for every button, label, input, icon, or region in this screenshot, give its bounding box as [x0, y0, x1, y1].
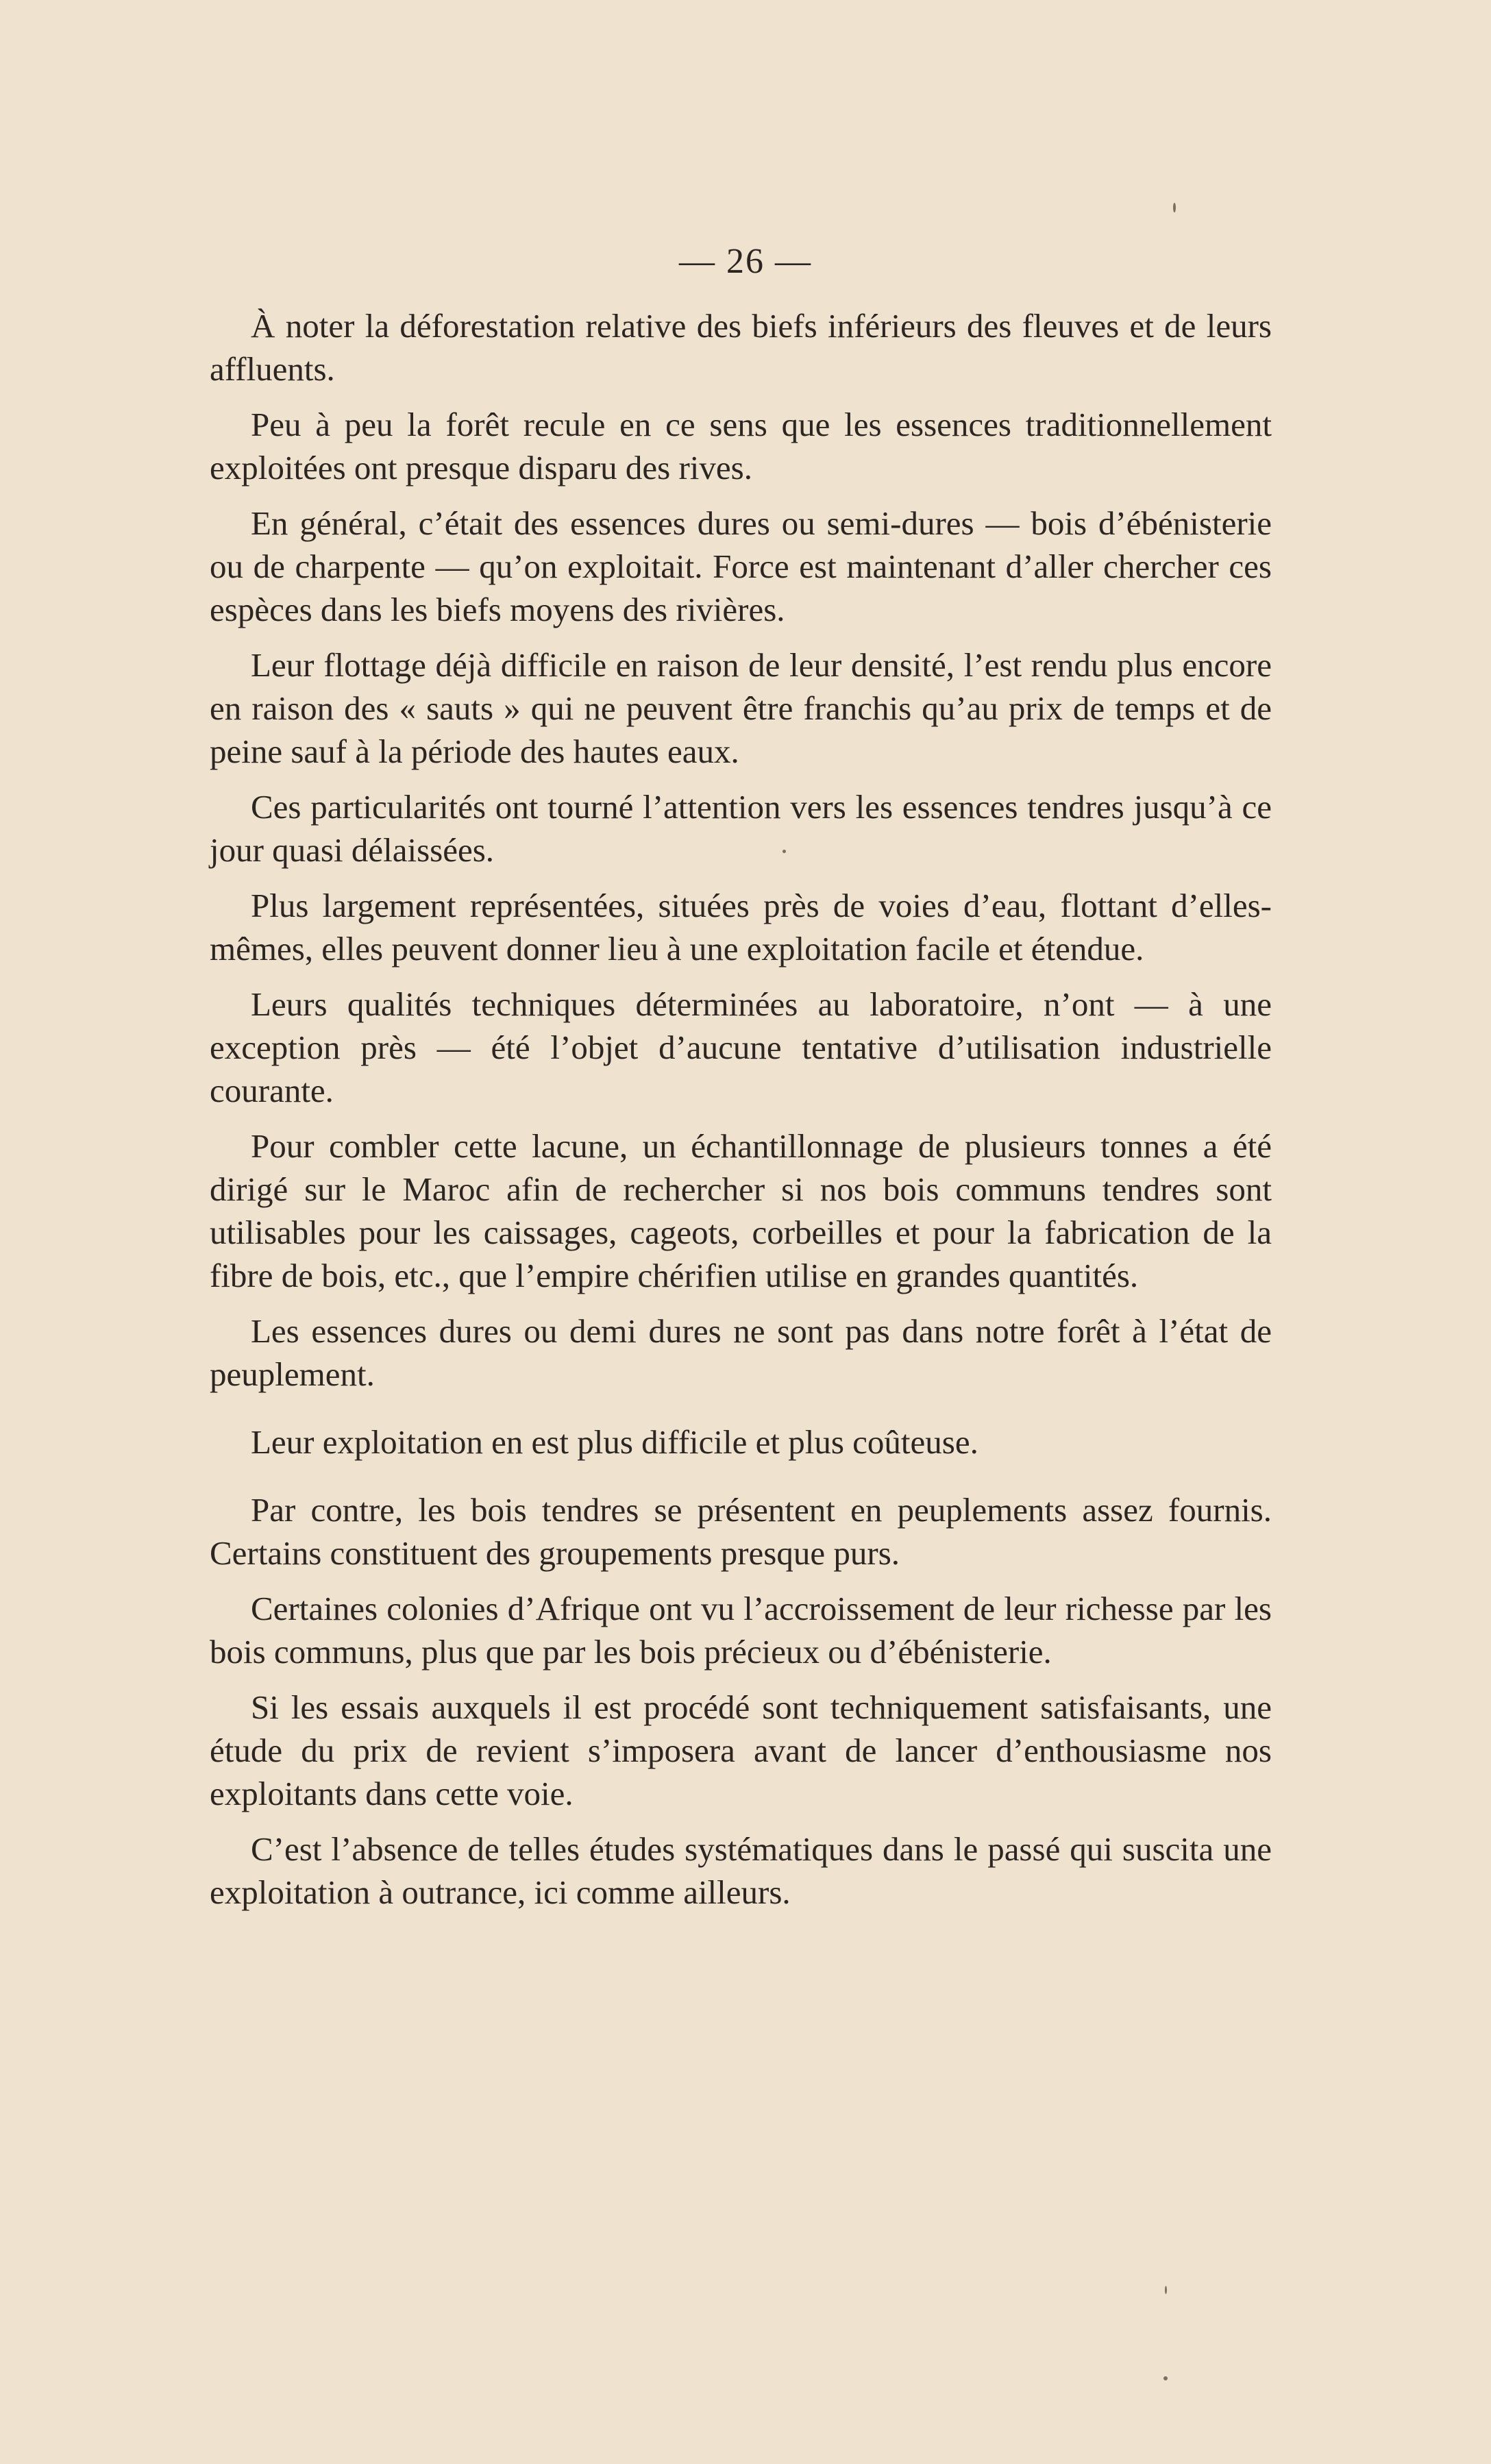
page-number: — 26 — — [679, 242, 812, 281]
paragraph: Certaines colonies d’Afrique ont vu l’accroissement de leur richesse par les bois communs, plus que par les bois précieux ou d’ébénisterie. — [210, 1590, 1272, 1671]
paragraph: Si les essais auxquels il est procédé sont techniquement satisfaisants, une étude du prix de revient s’imposera avant de lancer d’enthousiasme nos exploitants dans cette voie. — [210, 1688, 1272, 1812]
paragraph: Leur flottage déjà difficile en raison de leur densité, l’est rendu plus encore en raison des « sauts » qui ne peuvent être franchis qu’au prix de temps et de peine sauf à la période des hautes eaux. — [210, 646, 1272, 770]
body-text — [210, 304, 1272, 1926]
paper-speck — [1163, 2376, 1168, 2380]
paragraph: À noter la déforestation relative des biefs inférieurs des fleuves et de leurs affluents. — [210, 307, 1272, 388]
paragraph: Ces particularités ont tourné l’attention vers les essences tendres jusqu’à ce jour quasi délaissées. — [210, 788, 1272, 869]
paragraph: C’est l’absence de telles études systématiques dans le passé qui suscita une exploitation à outrance, ici comme ailleurs. — [210, 1830, 1272, 1911]
paragraph: Pour combler cette lacune, un échantillonnage de plusieurs tonnes a été dirigé sur le Maroc afin de rechercher si nos bois communs tendres sont utilisables pour les caissages, cageots, corbeilles et pour la fabrication de la fibre de bois, etc., que l’empire chérifien utilise en grandes quantités. — [210, 1127, 1272, 1294]
paper-speck — [1173, 203, 1176, 212]
paragraph: Leurs qualités techniques déterminées au laboratoire, n’ont — à une exception près — été l’objet d’aucune tentative d’utilisation industrielle courante. — [210, 985, 1272, 1109]
paragraph: En général, c’était des essences dures ou semi-dures — bois d’ébénisterie ou de charpente — qu’on exploitait. Force est maintenant d’aller chercher ces espèces dans les biefs moyens des rivières. — [210, 504, 1272, 628]
paper-speck — [1165, 2286, 1167, 2294]
paragraph: Les essences dures ou demi dures ne sont pas dans notre forêt à l’état de peuplement. — [210, 1312, 1272, 1393]
paragraph: Leur exploitation en est plus difficile et plus coûteuse. — [251, 1423, 978, 1461]
paper-speck — [783, 850, 786, 853]
paragraph: Peu à peu la forêt recule en ce sens que les essences traditionnellement exploitées ont presque disparu des rives. — [210, 406, 1272, 486]
paragraph: Par contre, les bois tendres se présentent en peuplements assez fournis. Certains constituent des groupements presque purs. — [210, 1491, 1272, 1572]
paragraph: Plus largement représentées, situées près de voies d’eau, flottant d’elles-mêmes, elles peuvent donner lieu à une exploitation facile et étendue. — [210, 887, 1272, 968]
